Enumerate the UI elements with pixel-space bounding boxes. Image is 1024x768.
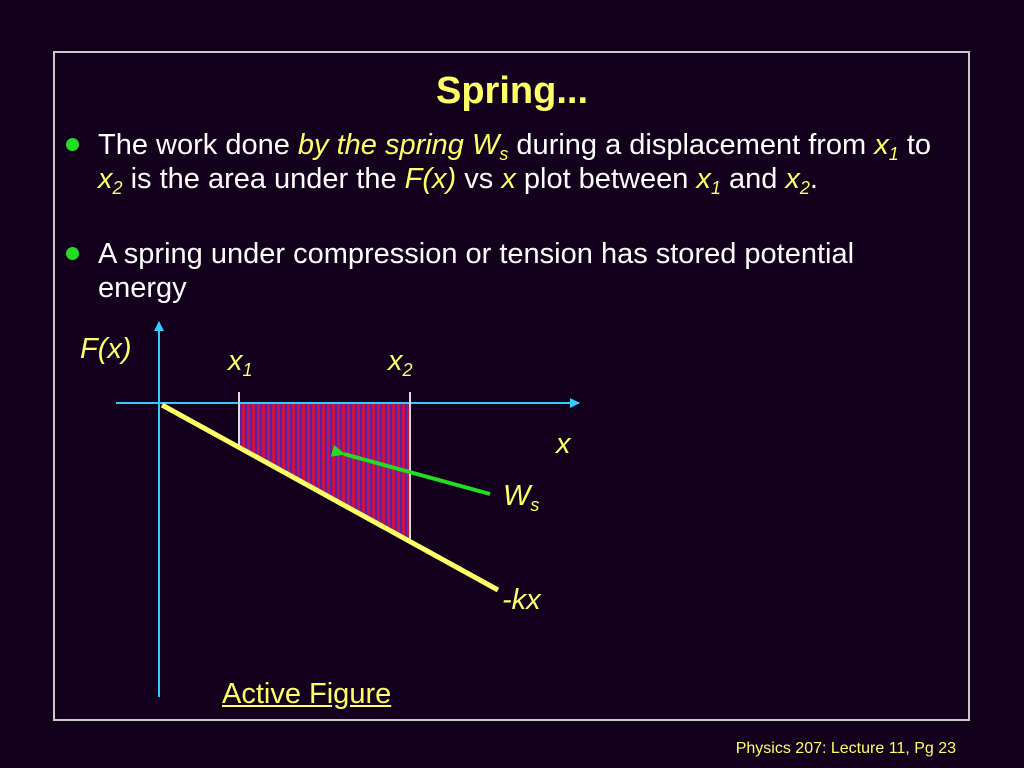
y-axis-label: F(x): [80, 333, 132, 365]
x2-label: $x_2$: [388, 345, 413, 380]
work-area: [239, 403, 410, 540]
slide-title: Spring...: [436, 70, 588, 112]
bullet-potential-energy: A spring under compression or tension has stored potential energy: [98, 237, 938, 305]
active-figure-link[interactable]: Active Figure: [222, 678, 392, 710]
bullet-work-done: The work done by the spring $W_s$ during a displacement from $x_1$ to $x_2$ is the area under the F(x) vs x plot between $x_1$ and $x_2$.: [98, 128, 938, 196]
x1-label: $x_1$: [228, 345, 253, 380]
ws-label: $W_s$: [503, 480, 540, 515]
x-axis-label: x: [556, 428, 571, 460]
footer-text: Physics 207: Lecture 11, Pg 23: [735, 740, 956, 757]
kx-label: -kx: [502, 584, 541, 616]
